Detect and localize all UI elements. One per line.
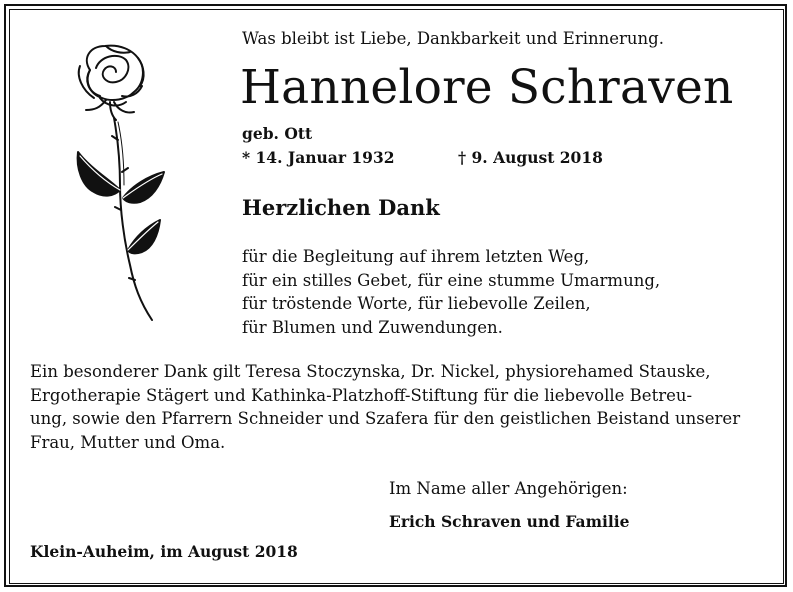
death-date: † 9. August 2018 <box>458 148 603 167</box>
paragraph-line: Ergotherapie Stägert und Kathinka-Platzhoff-Stiftung für die liebevolle Betreu- <box>30 385 693 405</box>
motto: Was bleibt ist Liebe, Dankbarkeit und Erinnerung. <box>242 29 664 48</box>
birth-name: geb. Ott <box>242 124 313 143</box>
rose-icon <box>60 40 170 325</box>
paragraph-line: ung, sowie den Pfarrern Schneider und Szafera für den geistlichen Beistand unserer <box>30 409 741 428</box>
place-date: Klein-Auheim, im August 2018 <box>30 542 298 561</box>
signoff: Im Name aller Angehörigen: <box>389 479 628 498</box>
paragraph-line: Ein besonderer Dank gilt Teresa Stoczynska, Dr. Nickel, physiorehamed Stauske, <box>30 362 711 381</box>
deceased-name: Hannelore Schraven <box>240 60 734 115</box>
paragraph-line: Frau, Mutter und Oma. <box>30 432 226 452</box>
thanks-verses <box>242 245 660 339</box>
verse-line: für tröstende Worte, für liebevolle Zeilen, <box>242 294 591 313</box>
verse-line: für die Begleitung auf ihrem letzten Weg, <box>242 247 590 266</box>
special-thanks-paragraph <box>30 360 740 454</box>
birth-date: * 14. Januar 1932 <box>242 148 395 167</box>
thanks-heading: Herzlichen Dank <box>242 195 440 220</box>
verse-line: für ein stilles Gebet, für eine stumme Umarmung, <box>242 270 661 290</box>
family-signature: Erich Schraven und Familie <box>389 512 630 531</box>
verse-line: für Blumen und Zuwendungen. <box>242 317 503 337</box>
